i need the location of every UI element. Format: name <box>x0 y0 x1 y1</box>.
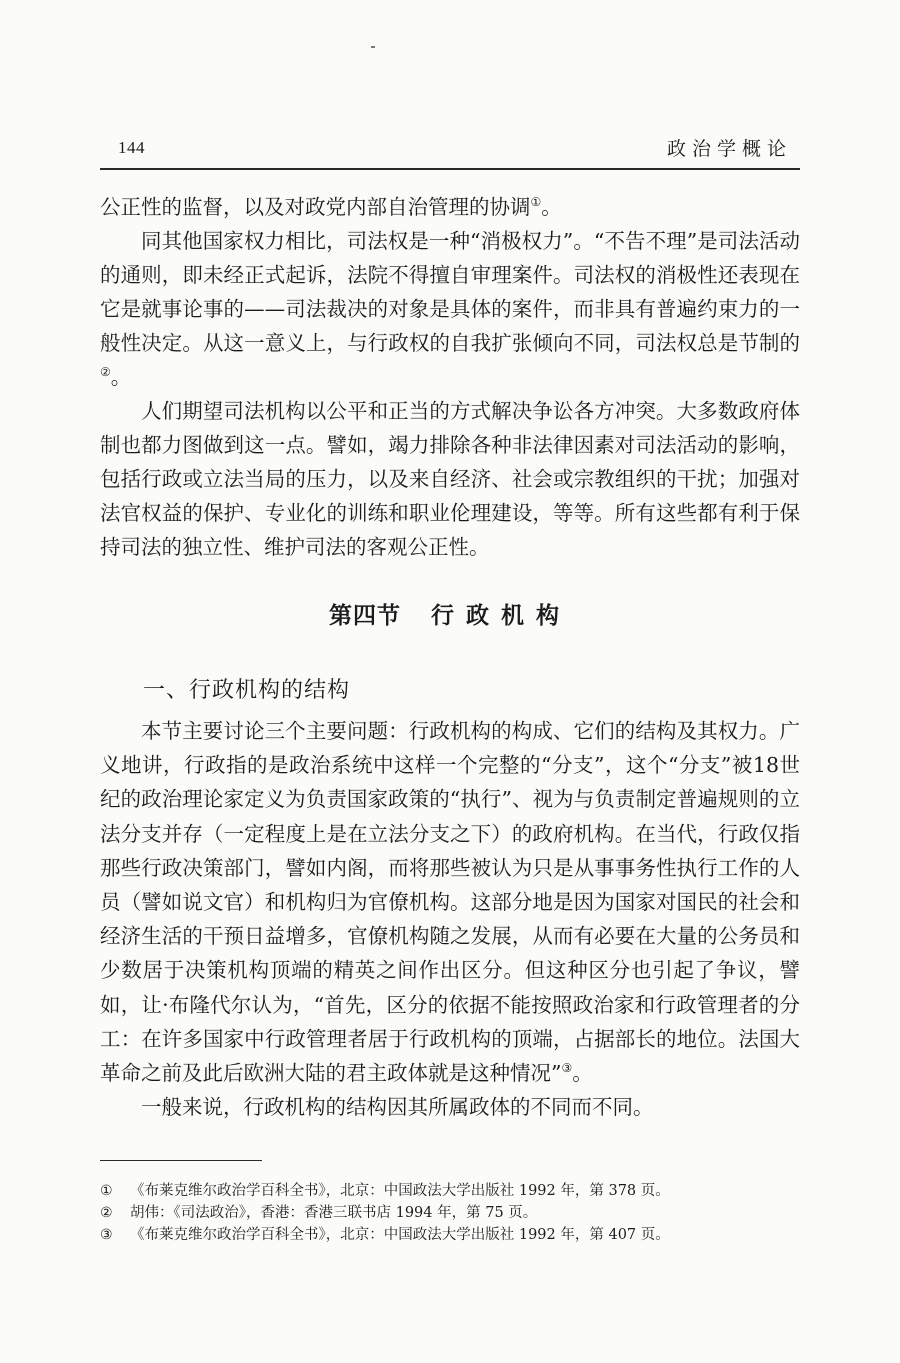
footnote-ref[interactable]: ① <box>530 195 542 209</box>
paragraph-end: 。 <box>541 195 562 219</box>
footnote <box>100 1202 800 1224</box>
subsection-heading: 一、行政机构的结构 <box>143 678 351 703</box>
section-1-body <box>100 190 800 564</box>
paragraph-end: 。 <box>572 1061 593 1086</box>
footnote-mark: ① <box>100 1183 113 1199</box>
footnote <box>100 1180 800 1202</box>
scan-speck <box>371 46 375 48</box>
footnote-ref[interactable]: ③ <box>561 1061 573 1076</box>
footnote <box>100 1224 800 1246</box>
footnote-mark: ③ <box>100 1227 113 1243</box>
header-rule <box>100 168 800 170</box>
page-header <box>100 132 800 168</box>
section-2-body <box>100 714 800 1124</box>
paragraph: 一般来说，行政机构的结构因其所属政体的不同而不同。 <box>141 1095 654 1120</box>
paragraph-text: 同其他国家权力相比，司法权是一种“消极权力”。“不告不理”是司法活动的通则，即未经正式起诉，法院不得擅自审理案件。司法权的消极性还表现在它是就事论事的——司法裁决的对象是具体的案件，而非具有普遍约束力的一般性决定。从这一意义上，与行政权的自我扩张倾向不同，司法权总是节制的 <box>100 229 800 355</box>
section-number: 第四节 <box>329 603 401 629</box>
paragraph-text: 本节主要讨论三个主要问题：行政机构的构成、它们的结构及其权力。广义地讲，行政指的是政治系统中这样一个完整的“分支”，这个“分支”被18世纪的政治理论家定义为负责国家政策的“执行”、视为与负责制定普遍规则的立法分支并存（一定程度上是在立法分支之下）的政府机构。在当代，行政仅指那些行政决策部门，譬如内阁，而将那些被认为只是从事事务性执行工作的人员（譬如说文官）和机构归为官僚机构。这部分地是因为国家对国民的社会和经济生活的干预日益增多，官僚机构随之发展，从而有必要在大量的公务员和少数居于决策机构顶端的精英之间作出区分。但这种区分也引起了争议，譬如，让·布隆代尔认为，“首先，区分的依据不能按照政治家和行政管理者的分工：在许多国家中行政管理者居于行政机构的顶端，占据部长的地位。法国大革命之前及此后欧洲大陆的君主政体就是这种情况” <box>100 719 800 1086</box>
footnotes <box>100 1180 800 1246</box>
footnote-text: 《布莱克维尔政治学百科全书》，北京：中国政法大学出版社 1992 年，第 407 页。 <box>130 1227 670 1243</box>
section-title: 行政机构 <box>431 603 571 629</box>
section-heading <box>100 597 800 630</box>
paragraph-text: 公正性的监督，以及对政党内部自治管理的协调 <box>100 195 531 219</box>
paragraph: 人们期望司法机构以公平和正当的方式解决争讼各方冲突。大多数政府体制也都力图做到这一点。譬如，竭力排除各种非法律因素对司法活动的影响，包括行政或立法当局的压力，以及来自经济、社会或宗教组织的干扰；加强对法官权益的保护、专业化的训练和职业伦理建设，等等。所有这些都有利于保持司法的独立性、维护司法的客观公正性。 <box>100 399 800 559</box>
paragraph <box>100 714 800 1090</box>
footnote-ref[interactable]: ② <box>100 365 111 379</box>
footnote-text: 胡伟：《司法政治》，香港：香港三联书店 1994 年，第 75 页。 <box>130 1205 538 1221</box>
paragraph <box>100 224 800 394</box>
paragraph <box>100 190 800 224</box>
footnote-rule <box>100 1160 262 1161</box>
footnote-mark: ② <box>100 1205 113 1221</box>
running-title: 政治学概论 <box>666 138 792 160</box>
paragraph-end: 。 <box>110 365 132 389</box>
footnote-text: 《布莱克维尔政治学百科全书》，北京：中国政法大学出版社 1992 年，第 378 页。 <box>130 1183 670 1199</box>
page-number: 144 <box>118 138 145 157</box>
